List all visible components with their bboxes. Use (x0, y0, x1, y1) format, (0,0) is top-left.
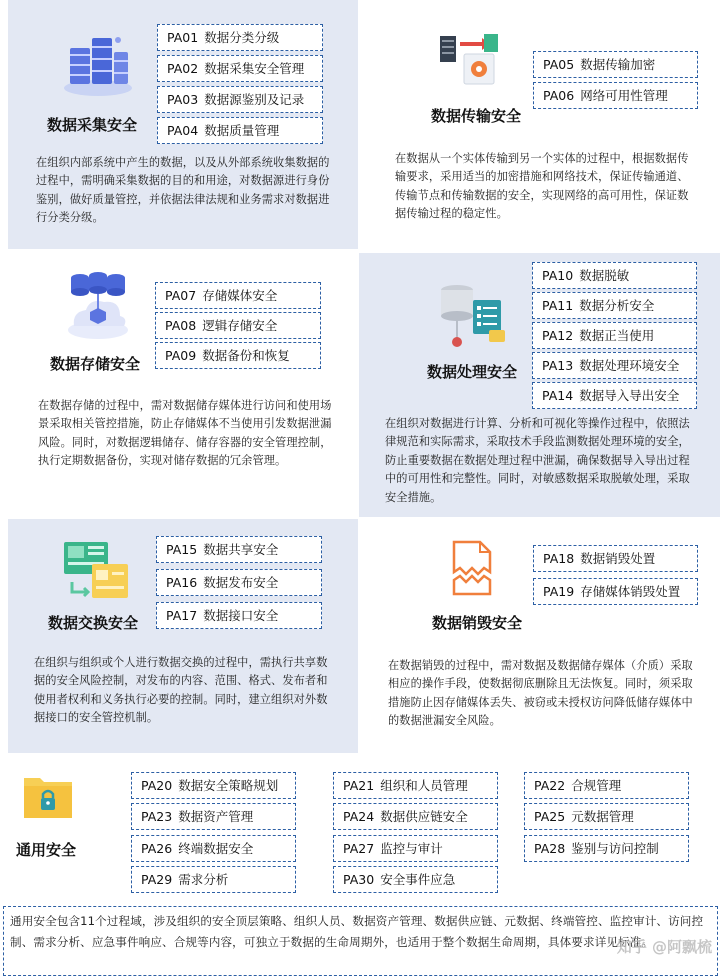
data-transfer-icon (438, 32, 502, 88)
storage-title: 数据存储安全 (50, 355, 141, 373)
pa-item[interactable]: PA03 数据源鉴别及记录 (157, 86, 323, 113)
shredded-document-icon (450, 540, 494, 596)
pa-item[interactable]: PA05 数据传输加密 (533, 51, 698, 78)
pa-item[interactable]: PA02 数据采集安全管理 (157, 55, 323, 82)
pa-item[interactable]: PA14 数据导入导出安全 (532, 382, 697, 409)
pa-item[interactable]: PA15 数据共享安全 (156, 536, 322, 563)
pa-item[interactable]: PA12 数据正当使用 (532, 322, 697, 349)
pa-item[interactable]: PA06 网络可用性管理 (533, 82, 698, 109)
pa-item[interactable]: PA09 数据备份和恢复 (155, 342, 321, 369)
collection-title: 数据采集安全 (47, 116, 138, 134)
pa-item[interactable]: PA26 终端数据安全 (131, 835, 296, 862)
destruction-description: 在数据销毁的过程中，需对数据及数据储存媒体（介质）采取相应的操作手段，使数据彻底删除且无法恢复。同时，须采取措施防止因存储媒体丢失、被窃或未授权访问降低储存媒体中的数据泄漏安全风险。 (388, 659, 693, 728)
pa-item[interactable]: PA30 安全事件应急 (333, 866, 498, 893)
general-description: 通用安全包含11个过程域，涉及组织的安全顶层策略、组织人员、数据资产管理、数据供应链、元数据、终端管控、监控审计、访问控制、需求分析、应急事件响应、合规等内容，可独立于数据的生命周期外，也适用于整个数据生命周期，具体要求详见标准。 (10, 914, 704, 949)
transmission-description: 在数据从一个实体传输到另一个实体的过程中，根据数据传输要求，采用适当的加密措施和网络技术，保证传输通道、传输节点和传输数据的安全，实现网络的高可用性，保证数据传输过程的稳定性。 (395, 152, 689, 221)
pa-item[interactable]: PA17 数据接口安全 (156, 602, 322, 629)
pa-item[interactable]: PA18 数据销毁处置 (533, 545, 698, 572)
locked-folder-icon (22, 770, 74, 822)
pa-item[interactable]: PA28 鉴别与访问控制 (524, 835, 689, 862)
exchange-description: 在组织与组织或个人进行数据交换的过程中，需执行共享数据的安全风险控制，对发布的内容、范围、格式、发布者和使用者权利和义务执行必要的控制。同时，建立组织对外数据接口的安全管控机制。 (34, 656, 328, 725)
pa-item[interactable]: PA11 数据分析安全 (532, 292, 697, 319)
cloud-storage-icon (64, 268, 132, 340)
pa-item[interactable]: PA16 数据发布安全 (156, 569, 322, 596)
transmission-title: 数据传输安全 (431, 107, 522, 125)
general-title: 通用安全 (16, 841, 77, 859)
pa-item[interactable]: PA25 元数据管理 (524, 803, 689, 830)
pa-item[interactable]: PA10 数据脱敏 (532, 262, 697, 289)
watermark: 知乎 @阿飘梳 (616, 938, 712, 956)
pa-item[interactable]: PA29 需求分析 (131, 866, 296, 893)
data-exchange-icon (62, 538, 134, 602)
pa-item[interactable]: PA07 存储媒体安全 (155, 282, 321, 309)
pa-item[interactable]: PA21 组织和人员管理 (333, 772, 498, 799)
pa-item[interactable]: PA08 逻辑存储安全 (155, 312, 321, 339)
pa-item[interactable]: PA27 监控与审计 (333, 835, 498, 862)
processing-title: 数据处理安全 (427, 363, 518, 381)
general-description-box (3, 906, 718, 976)
pa-item[interactable]: PA01 数据分类分级 (157, 24, 323, 51)
pa-item[interactable]: PA24 数据供应链安全 (333, 803, 498, 830)
database-server-icon (58, 30, 138, 98)
pa-item[interactable]: PA20 数据安全策略规划 (131, 772, 296, 799)
exchange-title: 数据交换安全 (48, 614, 139, 632)
destruction-title: 数据销毁安全 (432, 614, 523, 632)
data-processing-icon (437, 282, 509, 350)
pa-item[interactable]: PA19 存储媒体销毁处置 (533, 578, 698, 605)
pa-item[interactable]: PA13 数据处理环境安全 (532, 352, 697, 379)
storage-description: 在数据存储的过程中，需对数据储存媒体进行访问和使用场景采取相关管控措施，防止存储媒体不当使用引发数据泄漏风险。同时，对数据逻辑储存、储存容器的安全管理控制，执行定期数据备份，实现对储存数据的冗余管理。 (38, 399, 332, 468)
pa-item[interactable]: PA04 数据质量管理 (157, 117, 323, 144)
pa-item[interactable]: PA22 合规管理 (524, 772, 689, 799)
pa-item[interactable]: PA23 数据资产管理 (131, 803, 296, 830)
processing-description: 在组织对数据进行计算、分析和可视化等操作过程中，依照法律规范和实际需求，采取技术手段监测数据处理环境的安全，防止重要数据在数据处理过程中泄漏，确保数据导入导出过程中的可用性和完整性。同时，对敏感数据采取脱敏处理，采取安全措施。 (385, 417, 690, 504)
collection-description: 在组织内部系统中产生的数据，以及从外部系统收集数据的过程中，需明确采集数据的目的和用途，对数据源进行身份鉴别，做好质量管控，并依据法律法规和业务需求对数据进行分类分级。 (36, 156, 330, 225)
